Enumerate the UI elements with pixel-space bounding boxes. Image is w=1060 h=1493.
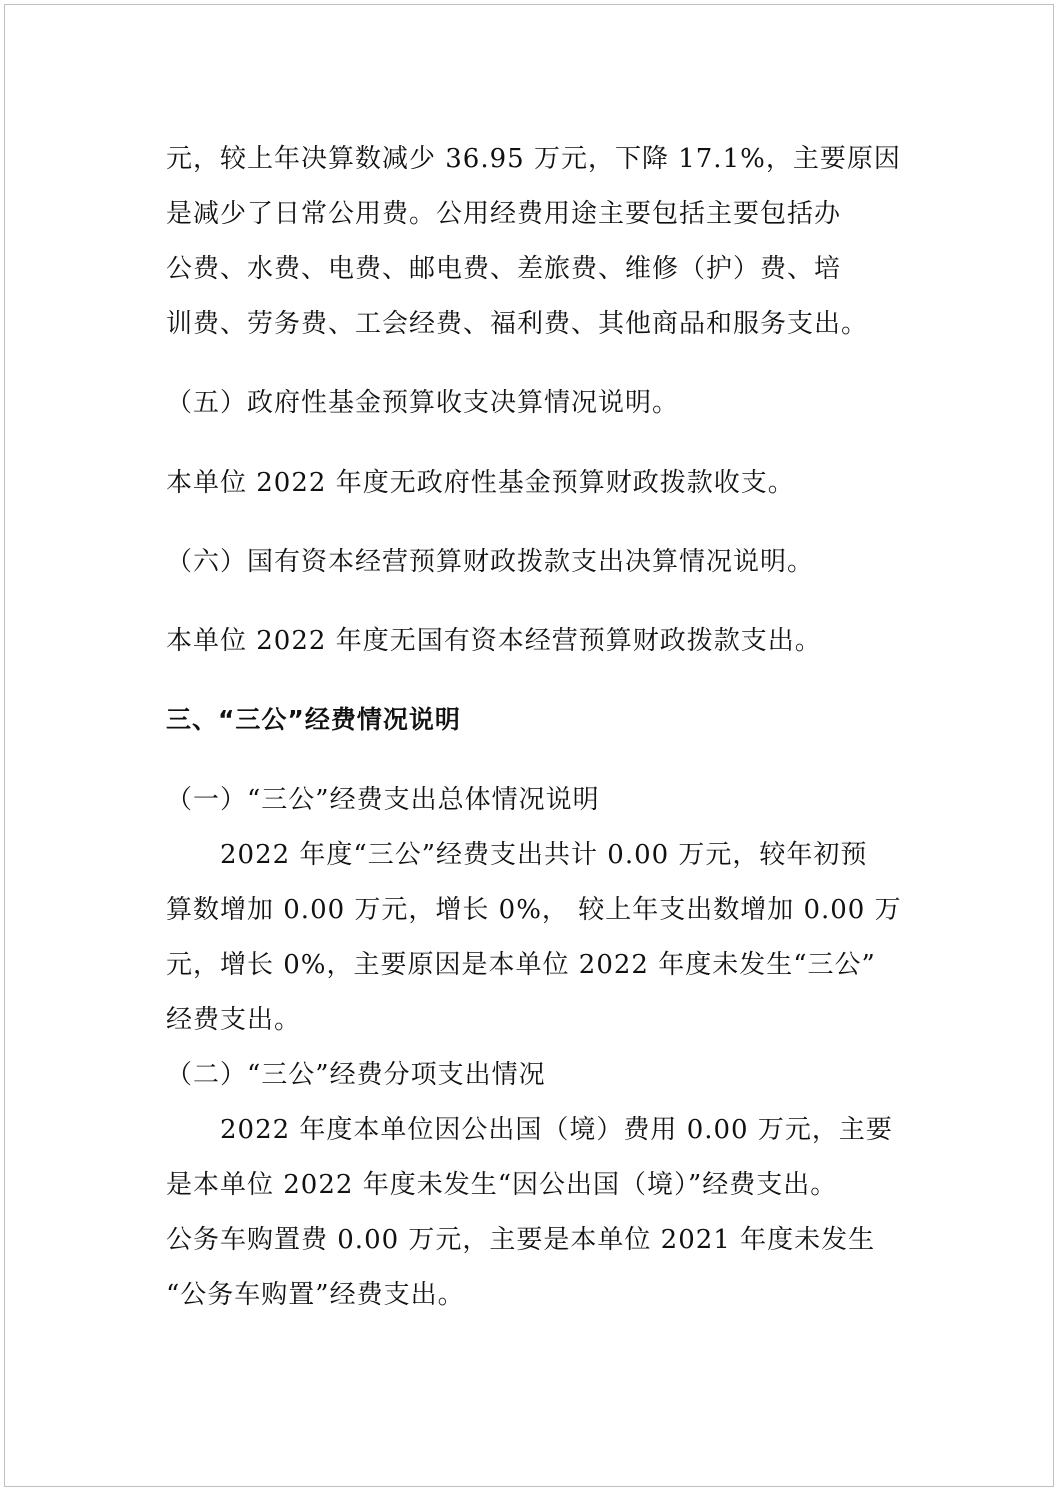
paragraph-line: 2022 年度“三公”经费支出共计 0.00 万元，较年初预	[220, 840, 868, 870]
paragraph-line: 元，较上年决算数减少 36.95 万元，下降 17.1%，主要原因	[166, 144, 901, 174]
paragraph-line: 是减少了日常公用费。公用经费用途主要包括主要包括办	[166, 199, 842, 229]
section-heading-five: （五）政府性基金预算收支决算情况说明。	[166, 388, 680, 418]
paragraph-line: 公务车购置费 0.00 万元，主要是本单位 2021 年度未发生	[166, 1225, 876, 1255]
paragraph-line: 元，增长 0%，主要原因是本单位 2022 年度未发生“三公”	[166, 950, 876, 980]
paragraph-line: 算数增加 0.00 万元，增长 0%， 较上年支出数增加 0.00 万	[166, 895, 902, 925]
paragraph-line: 训费、劳务费、工会经费、福利费、其他商品和服务支出。	[166, 309, 869, 339]
paragraph-line: 公费、水费、电费、邮电费、差旅费、维修（护）费、培	[166, 254, 842, 284]
paragraph-line: 本单位 2022 年度无政府性基金预算财政拨款收支。	[166, 468, 795, 498]
chapter-heading-three: 三、“三公”经费情况说明	[166, 705, 461, 734]
paragraph-line: “公务车购置”经费支出。	[166, 1280, 465, 1310]
paragraph-line: 是本单位 2022 年度未发生“因公出国（境）”经费支出。	[166, 1170, 838, 1200]
subsection-heading-two: （二）“三公”经费分项支出情况	[166, 1060, 546, 1090]
paragraph-line: 2022 年度本单位因公出国（境）费用 0.00 万元，主要	[220, 1115, 893, 1145]
subsection-heading-one: （一）“三公”经费支出总体情况说明	[166, 785, 600, 815]
section-heading-six: （六）国有资本经营预算财政拨款支出决算情况说明。	[166, 547, 815, 577]
paragraph-line: 本单位 2022 年度无国有资本经营预算财政拨款支出。	[166, 626, 822, 656]
paragraph-line: 经费支出。	[166, 1005, 302, 1035]
